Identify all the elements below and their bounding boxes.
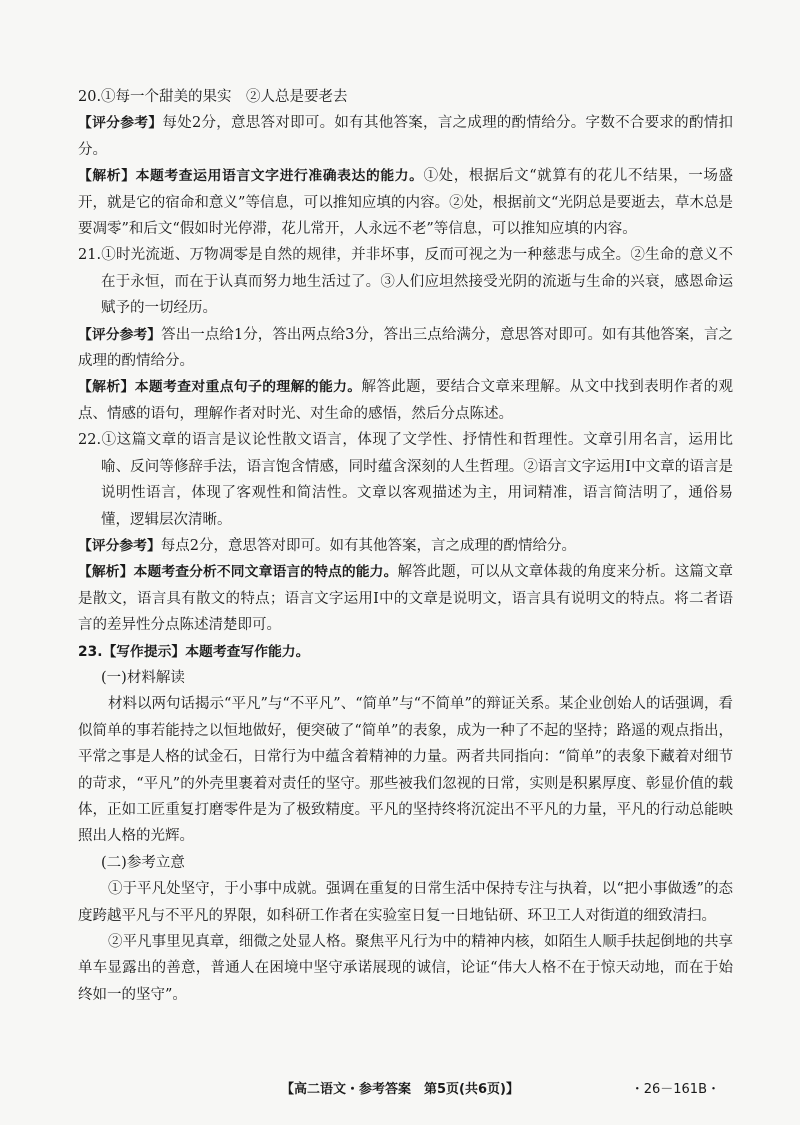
q20-scoring <box>78 110 733 163</box>
q20-score-text: 每处2分，意思答对即可。如有其他答案，言之成理的酌情给分。字数不合要求的酌情扣分。 <box>78 115 733 158</box>
footer-code: ・26－161B・ <box>630 1082 720 1097</box>
q20-analysis <box>78 163 733 242</box>
q21-scoring <box>78 322 733 375</box>
q22-analysis-tag: 【解析】本题考查分析不同文章语言的特点的能力。 <box>78 564 398 581</box>
q23-section2-title: (二)参考立意 <box>101 854 185 871</box>
q22-scoring <box>78 533 733 559</box>
q22-answer: 22.①这篇文章的语言是议论性散文语言，体现了文学性、抒情性和哲理性。文章引用名言，运用比喻、反问等修辞手法，语言饱含情感，同时蕴含深刻的人生哲理。②语言文字运用Ⅰ中文章的语言是说明性语言，体现了客观性和简洁性。文章以客观描述为主，用词精准，语言简洁明了，通俗易懂，逻辑层次清晰。 <box>78 432 733 528</box>
q20-score-tag: 【评分参考】 <box>78 115 163 132</box>
q22-analysis-text: 解答此题，可以从文章体裁的角度来分析。这篇文章是散文，语言具有散文的特点；语言文字运用Ⅰ中的文章是说明文，语言具有说明文的特点。将二者语言的差异性分点陈述清楚即可。 <box>78 564 734 634</box>
q22-score-text: 每点2分，意思答对即可。如有其他答案，言之成理的酌情给分。 <box>160 537 577 554</box>
q23-point-2: ②平凡事里见真章，细微之处显人格。聚焦平凡行为中的精神内核，如陌生人顺手扶起倒地的共享单车显露出的善意，普通人在困境中坚守承诺展现的诚信，论证“伟大人格不在于惊天动地，而在于始终如一的坚守”。 <box>78 934 733 1003</box>
q21-analysis-tag: 【解析】本题考查对重点句子的理解的能力。 <box>78 379 362 396</box>
q20-analysis-text: ①处，根据后文“就算有的花儿不结果，一场盛开，就是它的宿命和意义”等信息，可以推知应填的内容。②处，根据前文“光阴总是要逝去，草木总是要凋零”和后文“假如时光停滞，花儿常开，人永远不老”等信息，可以推知应填的内容。 <box>78 168 733 238</box>
q21-score-text: 答出一点给1分，答出两点给3分，答出三点给满分，意思答对即可。如有其他答案，言之成理的酌情给分。 <box>78 326 734 370</box>
page-content <box>78 84 733 1008</box>
q21-score-tag: 【评分参考】 <box>78 326 162 343</box>
q23-heading: 23.【写作提示】本题考查写作能力。 <box>78 643 310 660</box>
q23-section1-text: 材料以两句话揭示“平凡”与“不平凡”、“简单”与“不简单”的辩证关系。某企业创始人的话强调，看似简单的事若能持之以恒地做好，便突破了“简单”的表象，成为一种了不起的坚持；路遥的观点指出，平常之事是人格的试金石，日常行为中蕴含着精神的力量。两者共同指向：“简单”的表象下藏着对细节的苛求，“平凡”的外壳里裹着对责任的坚守。那些被我们忽视的日常，实则是积累厚度、彰显价值的载体，正如工匠重复打磨零件是为了极致精度。平凡的坚持终将沉淀出不平凡的力量，平凡的行动总能映照出人格的光辉。 <box>78 696 733 845</box>
q21-analysis <box>78 374 733 427</box>
q23-point-1: ①于平凡处坚守，于小事中成就。强调在重复的日常生活中保持专注与执着，以“把小事做透”的态度跨越平凡与不平凡的界限，如科研工作者在实验室日复一日地钻研、环卫工人对街道的细致清扫。 <box>78 881 733 924</box>
footer-page-info: 【高二语文・参考答案 第5页(共6页)】 <box>281 1082 519 1097</box>
q20-analysis-tag: 【解析】本题考查运用语言文字进行准确表达的能力。 <box>78 168 424 185</box>
q20-answer: 20.①每一个甜美的果实 ②人总是要老去 <box>78 89 348 105</box>
q21-analysis-text: 解答此题，要结合文章来理解。从文中找到表明作者的观点、情感的语句，理解作者对时光、对生命的感悟，然后分点陈述。 <box>78 379 734 422</box>
q22-analysis <box>78 559 733 638</box>
q23-section1-title: (一)材料解读 <box>101 669 185 686</box>
q21-answer: 21.①时光流逝、万物凋零是自然的规律，并非坏事，反而可视之为一种慈悲与成全。②生命的意义不在于永恒，而在于认真而努力地生活过了。③人们应坦然接受光阴的流逝与生命的兴衰，感恩命运赋予的一切经历。 <box>78 247 733 317</box>
q22-score-tag: 【评分参考】 <box>78 537 161 554</box>
